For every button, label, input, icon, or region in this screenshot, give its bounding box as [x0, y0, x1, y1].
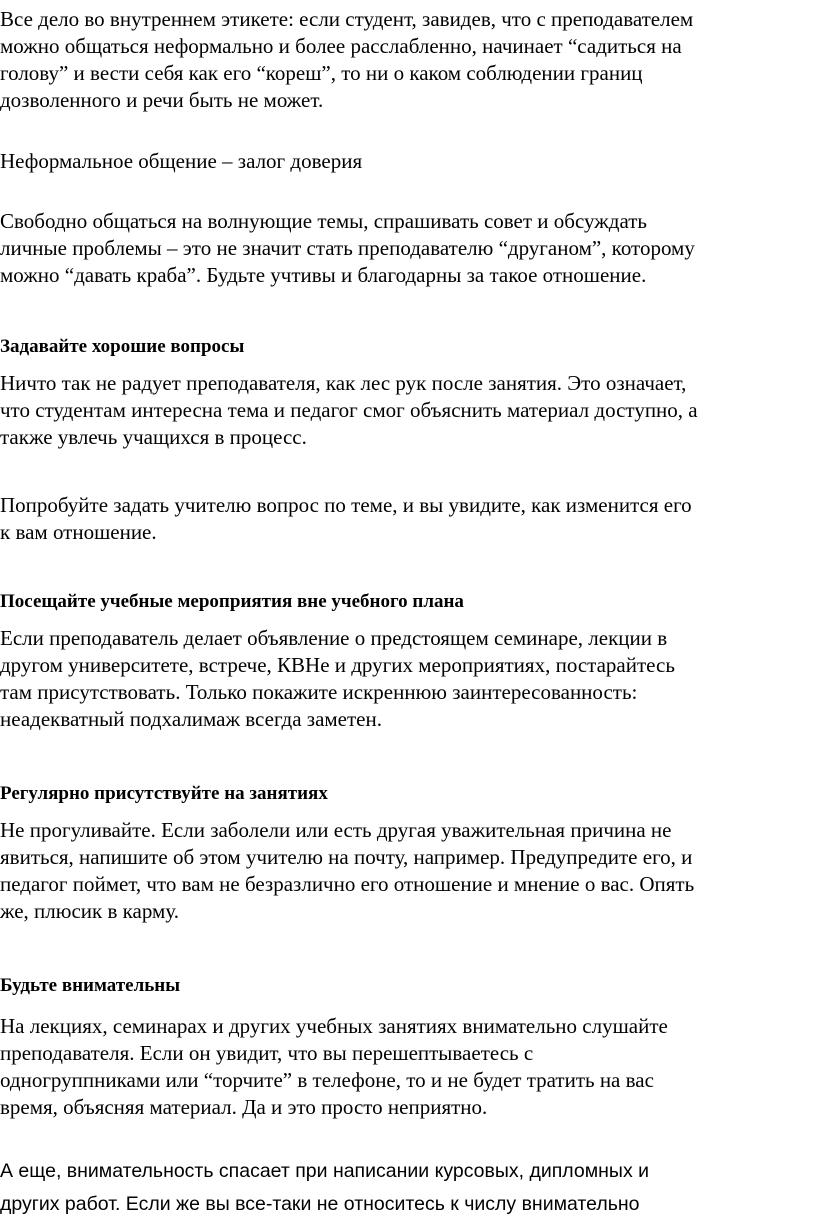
text-line: педагог поймет, что вам не безразлично его отношение и мнение о вас. Опять [0, 872, 695, 896]
text-line: На лекциях, семинарах и других учебных занятиях внимательно слушайте [0, 1014, 668, 1038]
text-line: можно общаться неформально и более расслабленно, начинает “садиться на [0, 34, 682, 58]
text-line: личные проблемы – это не значит стать преподавателю “друганом”, которому [0, 236, 695, 260]
text-line: голову” и вести себя как его “кореш”, то ни о каком соблюдении границ [0, 61, 643, 85]
text-line: также увлечь учащихся в процесс. [0, 425, 307, 449]
text-line: других работ. Если же вы все-таки не относитесь к числу внимательно [0, 1193, 640, 1215]
section-heading-attendance: Регулярно присутствуйте на занятиях [0, 783, 328, 804]
text-line: к вам отношение. [0, 520, 157, 544]
text-line: неадекватный подхалимаж всегда заметен. [0, 707, 382, 731]
text-line: А еще, внимательность спасает при написании курсовых, дипломных и [0, 1160, 650, 1182]
section-heading-questions: Задавайте хорошие вопросы [0, 336, 245, 357]
text-line: Попробуйте задать учителю вопрос по теме, и вы увидите, как изменится его [0, 493, 692, 517]
text-line: что студентам интересна тема и педагог смог объяснить материал доступно, а [0, 398, 698, 422]
paragraph-events [0, 625, 816, 733]
text-line: Неформальное общение – залог доверия [0, 149, 363, 173]
paragraph-attendance [0, 817, 816, 925]
text-line: явиться, напишите об этом учителю на почту, например. Предупредите его, и [0, 845, 693, 869]
text-line: одногруппниками или “торчите” в телефоне, то и не будет тратить на вас [0, 1068, 654, 1092]
text-line: можно “давать краба”. Будьте учтивы и благодарны за такое отношение. [0, 263, 647, 287]
text-line: Если преподаватель делает объявление о предстоящем семинаре, лекции в [0, 626, 668, 650]
paragraph-free-talk [0, 208, 816, 289]
paragraph-attention [0, 1013, 816, 1121]
paragraph-ask [0, 492, 816, 546]
text-line: дозволенного и речи быть не может. [0, 88, 324, 112]
paragraph-questions [0, 370, 816, 451]
text-line: время, объясняя материал. Да и это просто неприятно. [0, 1095, 488, 1119]
text-line: же, плюсик в карму. [0, 899, 179, 923]
paragraph-informal [0, 148, 816, 175]
text-line: Ничто так не радует преподавателя, как лес рук после занятия. Это означает, [0, 371, 687, 395]
text-line: Не прогуливайте. Если заболели или есть другая уважительная причина не [0, 818, 672, 842]
text-line: преподавателя. Если он увидит, что вы перешептываетесь с [0, 1041, 534, 1065]
text-line: Все дело во внутреннем этикете: если студент, завидев, что с преподавателем [0, 7, 694, 31]
text-line: там присутствовать. Только покажите искреннюю заинтересованность: [0, 680, 638, 704]
paragraph-attention-continued [0, 1155, 816, 1221]
text-line: Свободно общаться на волнующие темы, спрашивать совет и обсуждать [0, 209, 647, 233]
section-heading-attention: Будьте внимательны [0, 975, 181, 996]
paragraph-intro [0, 6, 816, 114]
text-line: другом университете, встрече, КВНе и других мероприятиях, постарайтесь [0, 653, 675, 677]
section-heading-events: Посещайте учебные мероприятия вне учебного плана [0, 591, 464, 612]
